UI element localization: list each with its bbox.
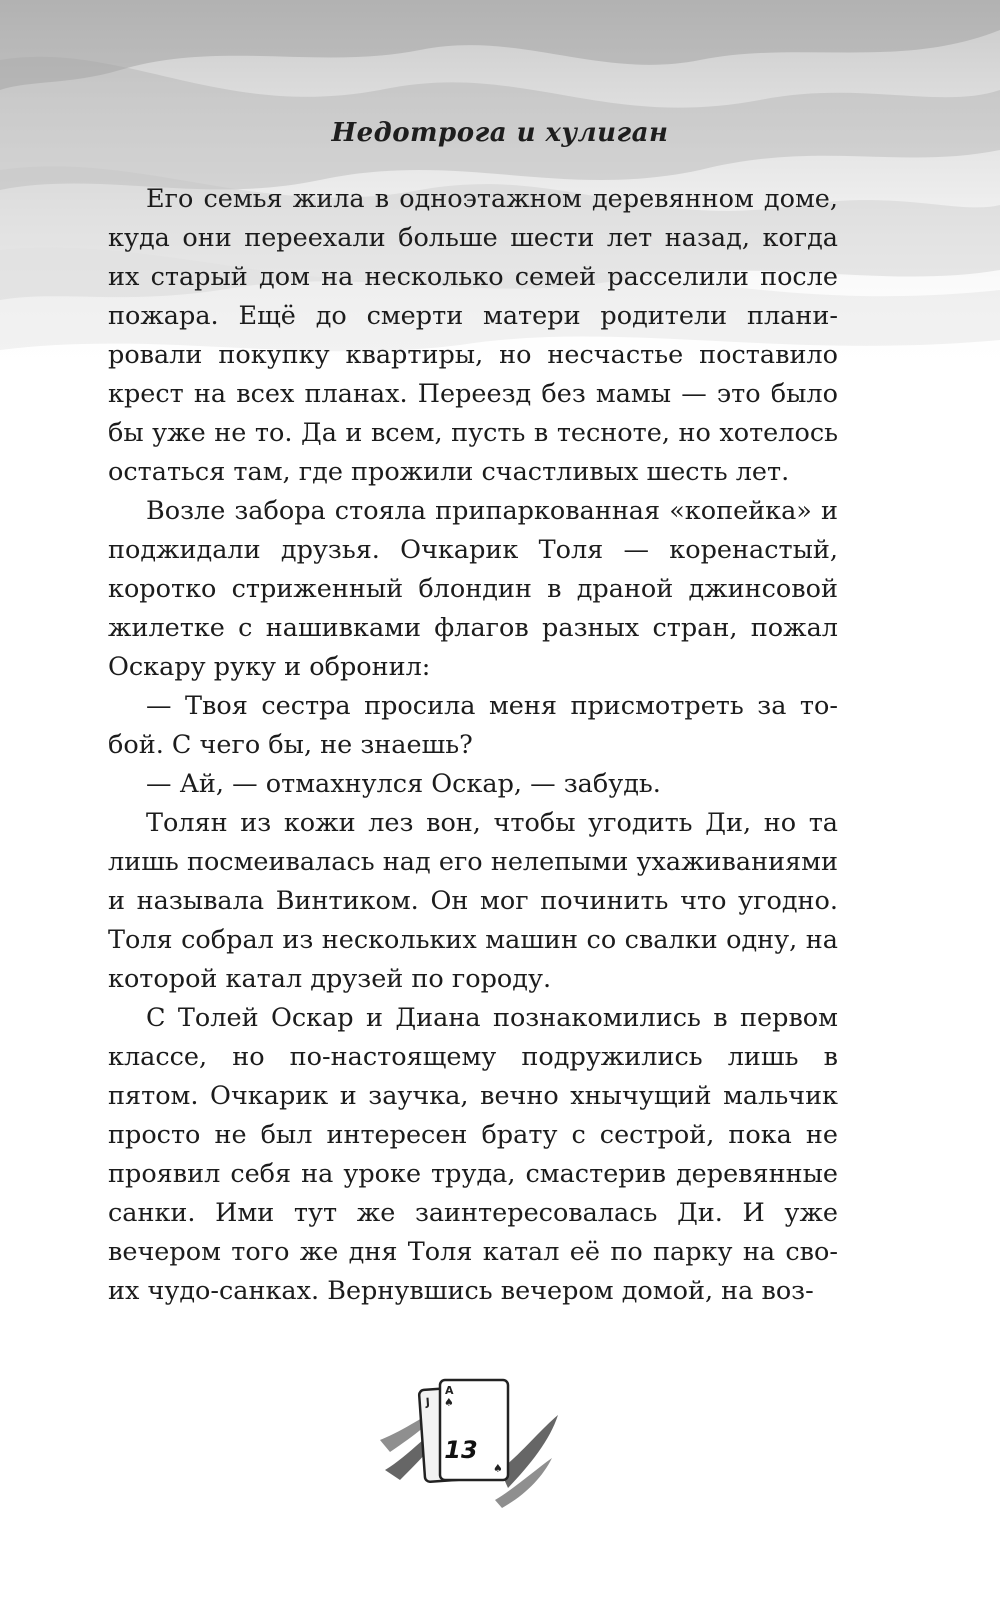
playing-cards-footer-icon — [380, 1360, 560, 1510]
spade-icon: ♠ — [444, 1396, 454, 1409]
paragraph: — Твоя сестра просила меня присмотреть за тобой. С чего бы, не знаешь? — [108, 691, 838, 760]
paragraph: С Толей Оскар и Диана познакомились в первом классе, но по-настоящему подружились лишь в пятом. Очкарик и заучка, вечно хнычущий мальчик просто не был интересен брату с сестрой, пока не проявил себя на уроке труда, смастерив деревянные санки. Ими тут же заинтересовалась Ди. И уже вечером того же дня Толя катал её по парку на своих чудо-санках. Вернувшись вечером домой, на воз- — [108, 1003, 838, 1306]
running-title: Недотрога и хулиган — [331, 118, 669, 148]
card-front — [440, 1380, 508, 1480]
paragraph: Возле забора стояла припаркованная «копейка» и поджидали друзья. Очкарик Толя — коренастый, коротко стриженный блондин в драной джинсовой жилетке с нашивками флагов разных стран, пожал Оскару руку и обронил: — [108, 496, 838, 682]
card-back-rank: J — [425, 1395, 431, 1409]
paragraph: Его семья жила в одноэтажном деревянном доме, куда они переехали больше шести лет назад, когда их старый дом на несколько семей расселили после пожара. Ещё до смерти матери родители планировали покупку квартиры, но несчастье поставило крест на всех планах. Переезд без мамы — это было бы уже не то. Да и всем, пусть в тесноте, но хотелось остаться там, где прожили счастливых шесть лет. — [108, 184, 838, 487]
body-text — [108, 180, 838, 1311]
page-number: 13 — [444, 1436, 478, 1464]
spade-icon: ♠ — [493, 1462, 503, 1475]
paragraph: — Ай, — отмахнулся Оскар, — забудь. — [146, 769, 661, 799]
paragraph: Толян из кожи лез вон, чтобы угодить Ди, но та лишь посмеивалась над его нелепыми ухаживаниями и называла Винтиком. Он мог починить что угодно. Толя собрал из нескольких машин со свалки одну, на которой катал друзей по городу. — [108, 808, 838, 994]
card-front-rank: A — [445, 1384, 454, 1397]
